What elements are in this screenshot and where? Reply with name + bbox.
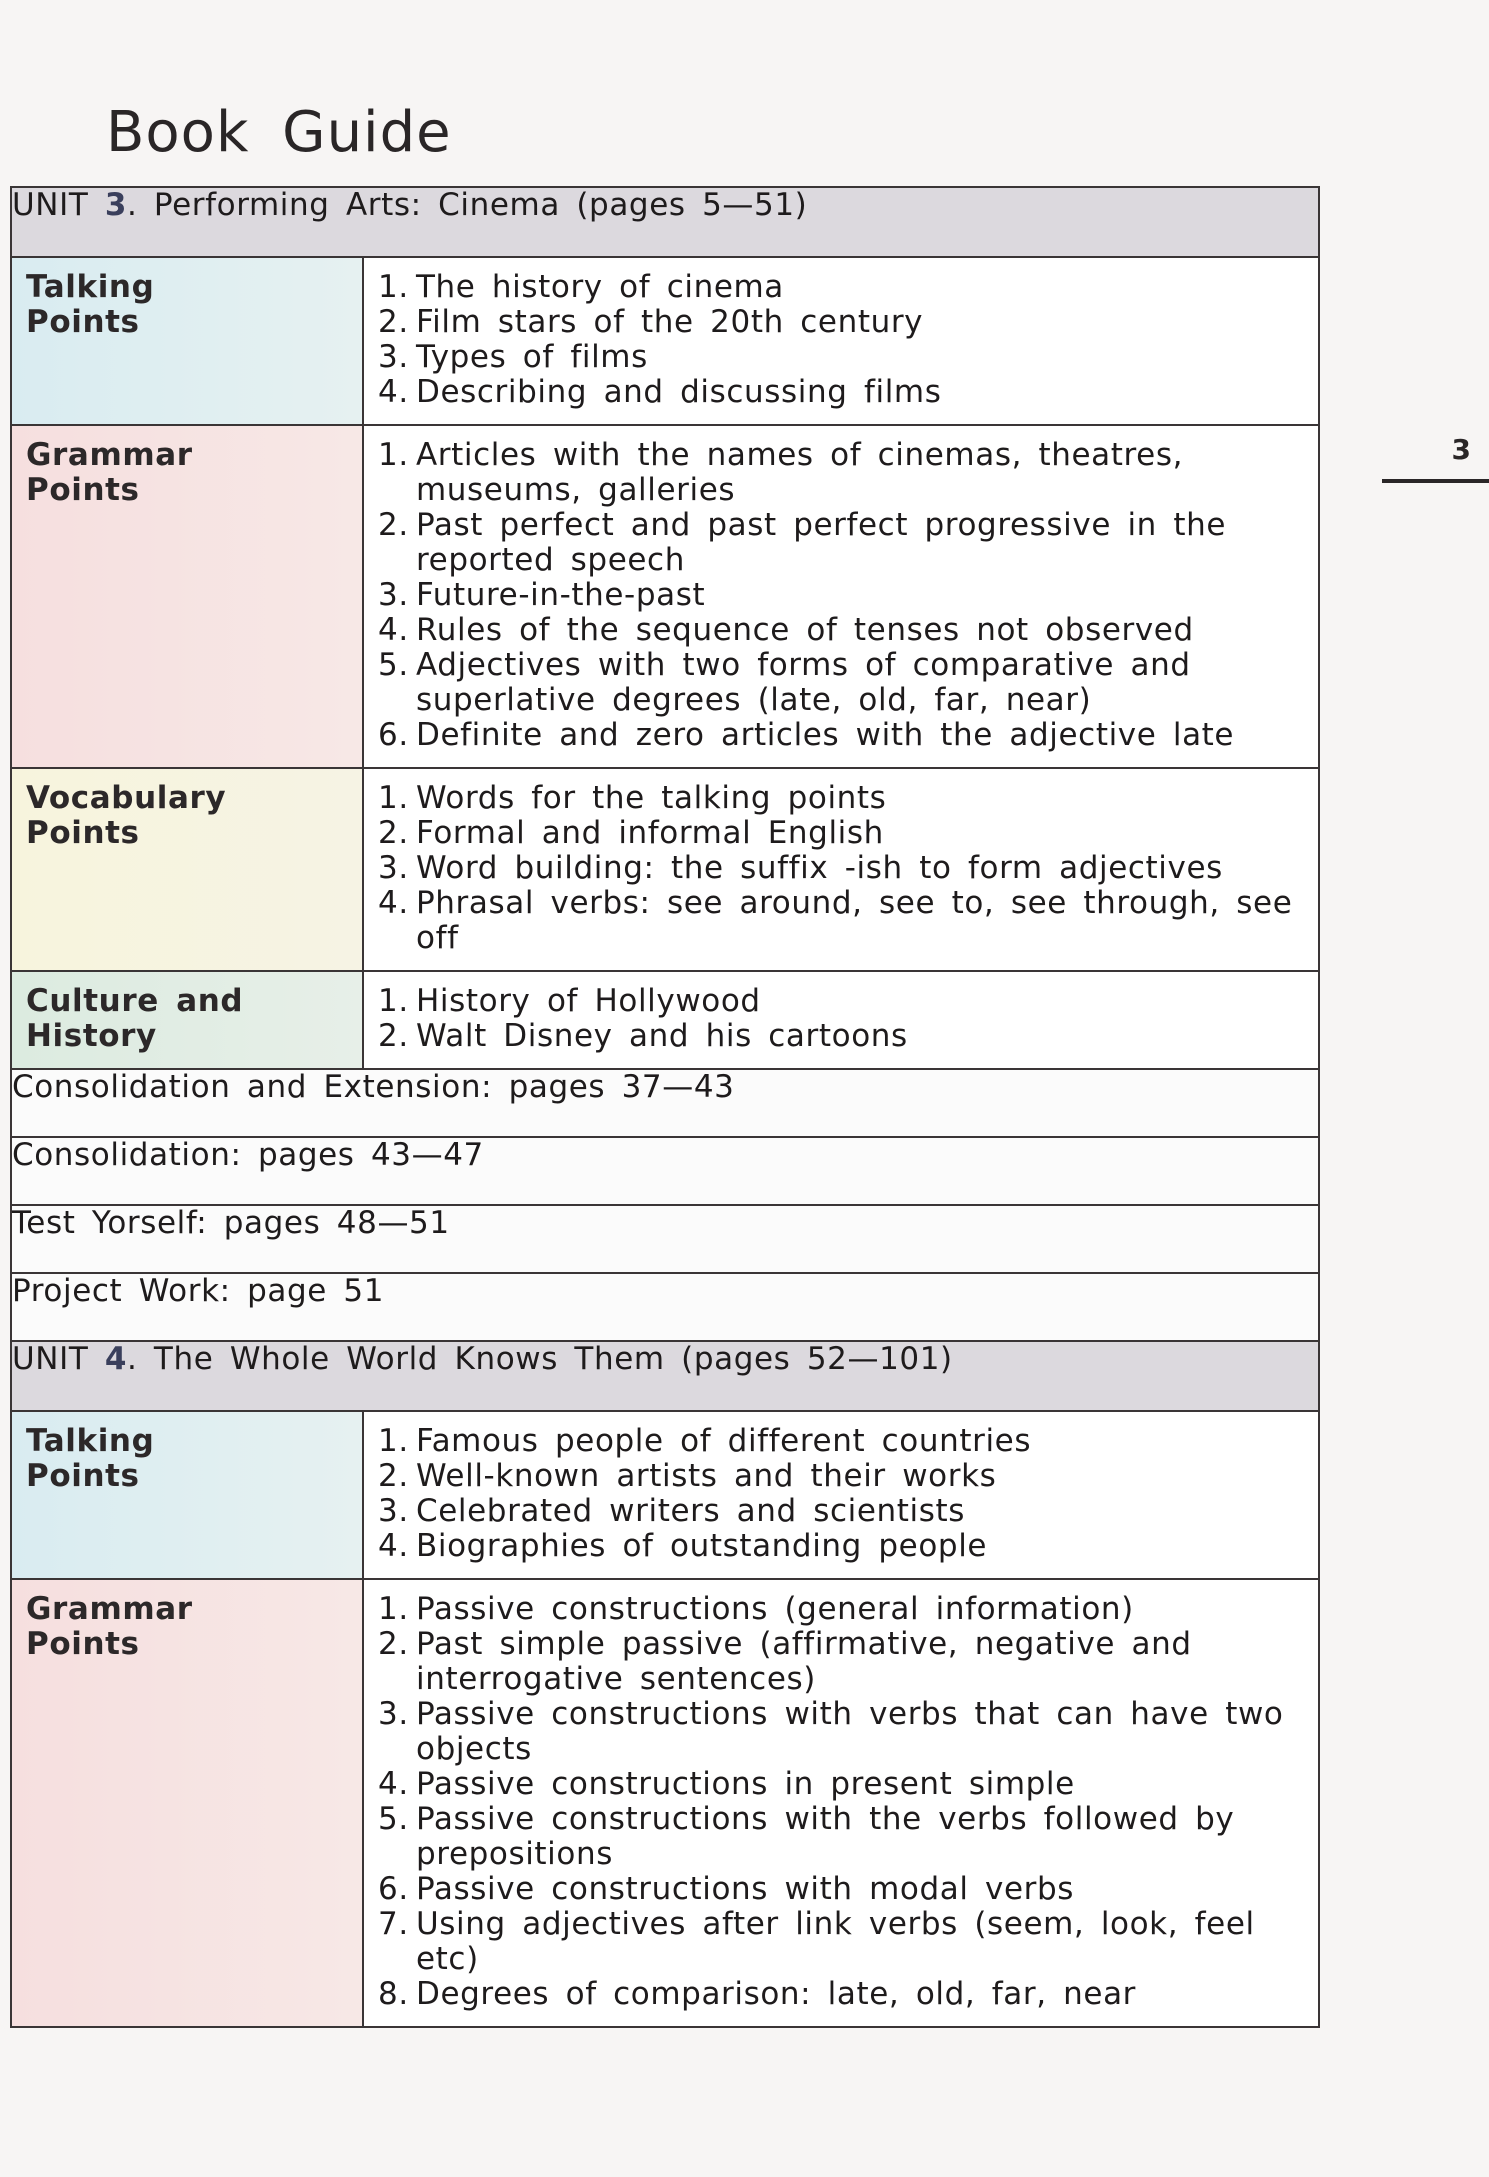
list-item-number: 4. (378, 1766, 409, 1802)
list-item (378, 984, 1304, 1019)
unit-3-title: . Performing Arts: Cinema (pages 5—51) (127, 187, 808, 223)
page-number-rule (1382, 479, 1489, 483)
list-item-number: 3. (378, 850, 409, 886)
list-item (378, 886, 1304, 956)
list-item-number: 2. (378, 815, 409, 851)
list-item-text: Describing and discussing films (416, 374, 942, 410)
unit-3-talking-label: Talking Points (26, 269, 155, 340)
unit-3-header (11, 187, 1319, 257)
list-item (378, 375, 1304, 410)
list-item (378, 1494, 1304, 1529)
list-item-text: Passive constructions (general information) (416, 1591, 1134, 1627)
list-item (378, 648, 1304, 718)
unit-3-culture-label-cell (11, 971, 363, 1069)
list-item (378, 270, 1304, 305)
unit-4-prefix: UNIT (12, 1341, 89, 1377)
list-item (378, 1424, 1304, 1459)
list-item (378, 1592, 1304, 1627)
unit-4-grammar-list (378, 1592, 1304, 2012)
project-work-text: Project Work: page 51 (11, 1273, 1319, 1341)
list-item (378, 1767, 1304, 1802)
list-item (378, 508, 1304, 578)
list-item (378, 438, 1304, 508)
list-item-number: 1. (378, 269, 409, 305)
list-item-number: 2. (378, 1018, 409, 1054)
list-item-number: 1. (378, 1423, 409, 1459)
unit-4-talking-label: Talking Points (26, 1423, 155, 1494)
unit-4-talking-label-cell (11, 1411, 363, 1579)
list-item-text: History of Hollywood (416, 983, 761, 1019)
list-item-number: 6. (378, 1871, 409, 1907)
list-item-number: 3. (378, 339, 409, 375)
list-item-number: 5. (378, 1801, 409, 1837)
unit-3-vocabulary-row (11, 768, 1319, 971)
list-item (378, 1907, 1304, 1977)
unit-3-grammar-label: Grammar Points (26, 437, 193, 508)
list-item-number: 1. (378, 780, 409, 816)
list-item-text: Definite and zero articles with the adjective late (416, 717, 1235, 753)
unit-3-culture-content (363, 971, 1319, 1069)
list-item-number: 1. (378, 437, 409, 473)
list-item (378, 1627, 1304, 1697)
unit-4-title: . The Whole World Knows Them (pages 52—101) (127, 1341, 953, 1377)
page-title: Book Guide (106, 100, 452, 165)
unit-3-test-row (11, 1205, 1319, 1273)
list-item-number: 2. (378, 1626, 409, 1662)
list-item-number: 4. (378, 885, 409, 921)
unit-4-talking-row (11, 1411, 1319, 1579)
unit-3-consolidation-row (11, 1137, 1319, 1205)
unit-3-header-row (11, 187, 1319, 257)
list-item-text: The history of cinema (416, 269, 784, 305)
list-item (378, 613, 1304, 648)
list-item (378, 1459, 1304, 1494)
list-item (378, 816, 1304, 851)
list-item-text: Word building: the suffix -ish to form adjectives (416, 850, 1223, 886)
unit-3-grammar-content (363, 425, 1319, 768)
list-item-text: Words for the talking points (416, 780, 887, 816)
unit-4-grammar-label-cell (11, 1579, 363, 2027)
list-item-text: Past perfect and past perfect progressive in the reported speech (416, 507, 1227, 578)
list-item-text: Celebrated writers and scientists (416, 1493, 965, 1529)
unit-3-vocabulary-label-cell (11, 768, 363, 971)
unit-4-header (11, 1341, 1319, 1411)
list-item (378, 578, 1304, 613)
unit-3-culture-label: Culture and History (26, 983, 244, 1054)
unit-4-number: 4 (104, 1341, 127, 1377)
list-item-text: Passive constructions with modal verbs (416, 1871, 1074, 1907)
unit-3-talking-label-cell (11, 257, 363, 425)
list-item-number: 3. (378, 577, 409, 613)
unit-4-talking-content (363, 1411, 1319, 1579)
list-item-text: Articles with the names of cinemas, theatres, museums, galleries (416, 437, 1184, 508)
list-item-number: 2. (378, 1458, 409, 1494)
list-item-number: 6. (378, 717, 409, 753)
list-item-text: Adjectives with two forms of comparative and superlative degrees (late, old, far, near) (416, 647, 1191, 718)
list-item-text: Film stars of the 20th century (416, 304, 924, 340)
list-item (378, 781, 1304, 816)
list-item-number: 3. (378, 1696, 409, 1732)
list-item-text: Formal and informal English (416, 815, 884, 851)
list-item-text: Biographies of outstanding people (416, 1528, 988, 1564)
list-item-text: Rules of the sequence of tenses not observed (416, 612, 1194, 648)
unit-3-grammar-list (378, 438, 1304, 753)
list-item-number: 1. (378, 1591, 409, 1627)
list-item-text: Degrees of comparison: late, old, far, near (416, 1976, 1137, 2012)
list-item-number: 4. (378, 612, 409, 648)
unit-3-vocabulary-label: Vocabulary Points (26, 780, 227, 851)
unit-4-talking-list (378, 1424, 1304, 1564)
list-item (378, 1529, 1304, 1564)
list-item-number: 2. (378, 507, 409, 543)
list-item (378, 718, 1304, 753)
list-item-text: Walt Disney and his cartoons (416, 1018, 908, 1054)
unit-3-culture-row (11, 971, 1319, 1069)
list-item (378, 305, 1304, 340)
list-item (378, 1872, 1304, 1907)
list-item-text: Future-in-the-past (416, 577, 706, 613)
list-item-text: Past simple passive (affirmative, negative and interrogative sentences) (416, 1626, 1192, 1697)
consolidation-extension-text: Consolidation and Extension: pages 37—43 (11, 1069, 1319, 1137)
unit-3-vocabulary-content (363, 768, 1319, 971)
unit-4-grammar-label: Grammar Points (26, 1591, 193, 1662)
list-item (378, 340, 1304, 375)
unit-3-project-row (11, 1273, 1319, 1341)
list-item (378, 1697, 1304, 1767)
list-item-text: Using adjectives after link verbs (seem, look, feel etc) (416, 1906, 1255, 1977)
list-item (378, 1019, 1304, 1054)
list-item-text: Types of films (416, 339, 648, 375)
unit-3-prefix: UNIT (12, 187, 89, 223)
unit-3-vocabulary-list (378, 781, 1304, 956)
list-item-number: 1. (378, 983, 409, 1019)
test-yourself-text: Test Yorself: pages 48—51 (11, 1205, 1319, 1273)
list-item-number: 3. (378, 1493, 409, 1529)
unit-3-consolidation-extension-row (11, 1069, 1319, 1137)
list-item-number: 8. (378, 1976, 409, 2012)
unit-3-talking-content (363, 257, 1319, 425)
list-item-text: Passive constructions with the verbs followed by prepositions (416, 1801, 1235, 1872)
consolidation-text: Consolidation: pages 43—47 (11, 1137, 1319, 1205)
list-item (378, 851, 1304, 886)
unit-3-number: 3 (104, 187, 127, 223)
list-item (378, 1977, 1304, 2012)
list-item-number: 4. (378, 1528, 409, 1564)
list-item-number: 4. (378, 374, 409, 410)
list-item-text: Passive constructions with verbs that can have two objects (416, 1696, 1284, 1767)
list-item (378, 1802, 1304, 1872)
unit-3-grammar-row (11, 425, 1319, 768)
unit-4-grammar-content (363, 1579, 1319, 2027)
unit-3-culture-list (378, 984, 1304, 1054)
list-item-text: Famous people of different countries (416, 1423, 1032, 1459)
list-item-text: Phrasal verbs: see around, see to, see through, see off (416, 885, 1293, 956)
unit-4-header-row (11, 1341, 1319, 1411)
unit-3-talking-row (11, 257, 1319, 425)
unit-4-grammar-row (11, 1579, 1319, 2027)
page-number: 3 (1451, 433, 1471, 466)
list-item-number: 7. (378, 1906, 409, 1942)
list-item-number: 2. (378, 304, 409, 340)
list-item-number: 5. (378, 647, 409, 683)
list-item-text: Well-known artists and their works (416, 1458, 997, 1494)
unit-3-grammar-label-cell (11, 425, 363, 768)
unit-3-talking-list (378, 270, 1304, 410)
book-guide-table (10, 186, 1320, 2028)
list-item-text: Passive constructions in present simple (416, 1766, 1075, 1802)
